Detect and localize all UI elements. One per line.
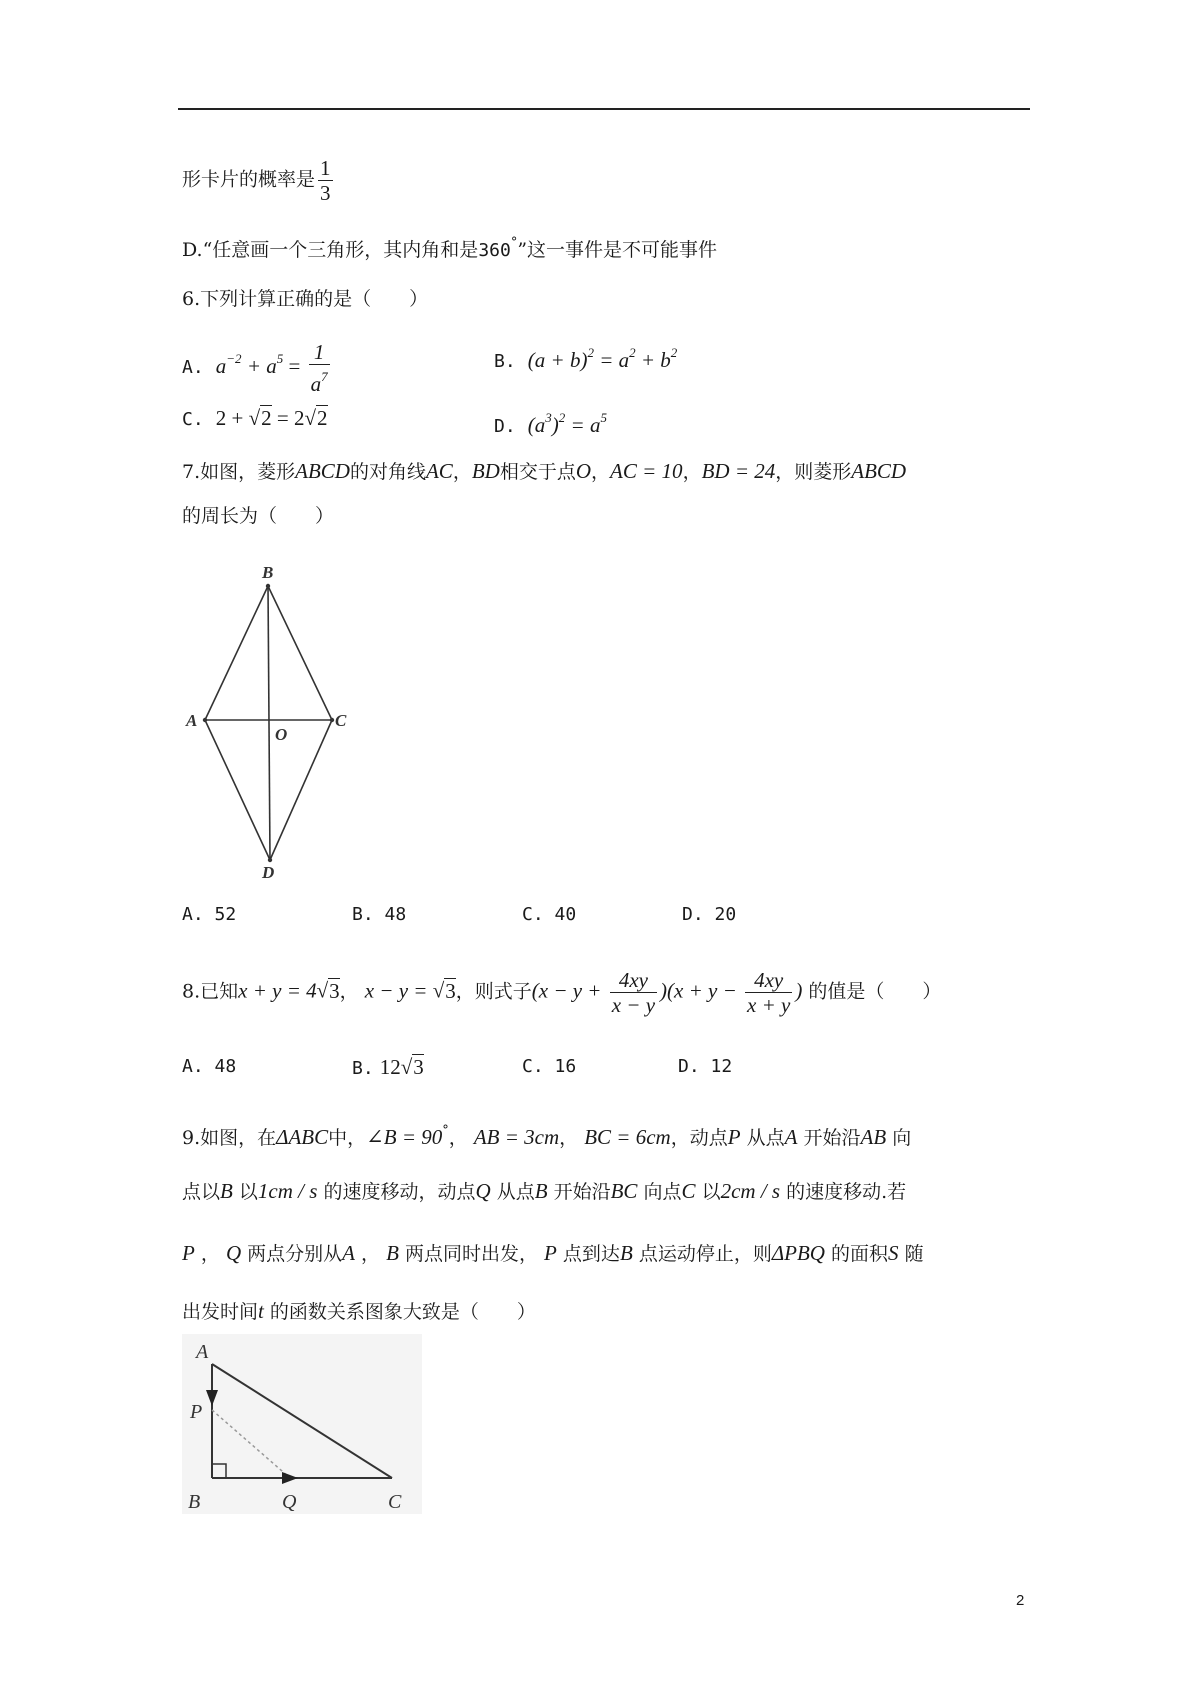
q8-fraction-1: $\frac{4xy}{x - y}$ (611, 968, 656, 1017)
continuation-text: 形卡片的概率是 (182, 168, 316, 191)
q6-d-close: ) (551, 413, 559, 437)
q8-math: )(x + y − (660, 978, 743, 1003)
q7-text: ， (591, 461, 611, 483)
q6-d-pre: (a (527, 413, 546, 437)
q7-text: ，则菱形 (775, 461, 852, 483)
q7-option-a: A. 52 (182, 904, 237, 925)
q7-math: ABCD (295, 459, 350, 483)
q6-option-d (494, 405, 607, 440)
q8-math: ) (795, 978, 803, 1003)
q6-b-rhs2-exp: 2 (670, 345, 678, 360)
q9-line4: 出发时间t 的函数关系图象大致是（ ） (182, 1299, 536, 1323)
page-number: 2 (1016, 1592, 1025, 1609)
vertex-label-d: D (262, 863, 275, 880)
q6-stem (182, 286, 428, 312)
prev-option-d (182, 230, 717, 264)
q8-fraction-2: $\frac{4xy}{x + y}$ (747, 968, 791, 1017)
q7-math: BD (471, 459, 500, 483)
q6-d-label: D. (494, 416, 516, 437)
q8-stem: 8.已知x + y = 4√3， x − y = √3，则式子(x − y + $\frac{4xy}{x - y}$ )(x + y − $\frac{4xy}{x + y}$ ) 的值是（ ） (182, 968, 942, 1017)
q6-c-radicand: 2 (261, 406, 272, 430)
q7-math: ABCD (851, 459, 907, 483)
q7-math: AC = 10 (610, 459, 683, 483)
q8-option-d: D. 12 (678, 1056, 733, 1077)
q6-a-base: a (215, 354, 227, 378)
q6-b-expr: (a + b) (527, 348, 588, 372)
q6-c-eq: = 2 (271, 406, 305, 430)
q6-b-label: B. (494, 351, 516, 372)
q6-d-exp-rhs: 5 (600, 410, 607, 425)
q6-b-rhs1-exp: 2 (629, 345, 636, 360)
q8-radicand: 3 (445, 978, 456, 1003)
triangle-label-b: B (188, 1491, 201, 1513)
q7-text: 的周长为（ ） (182, 505, 335, 527)
q6-a-frac-num: 1 (309, 340, 330, 365)
q6-d-exp-out: 2 (558, 410, 566, 425)
q6-d-eq: = a (565, 413, 601, 437)
vertex-label-b: B (262, 563, 274, 582)
q6-a-frac-den-exp: 7 (321, 369, 328, 384)
q6-option-a (182, 340, 333, 396)
q6-a-plus: + a (241, 354, 277, 378)
q7-option-d: D. 20 (682, 904, 737, 925)
q7-stem-line2 (182, 503, 334, 529)
q9-line1: 9.如图，在ΔABC中，∠B = 90°， AB = 3cm， BC = 6cm，动点P 从点A 开始沿AB 向 (182, 1123, 912, 1149)
q7-math: AC (425, 459, 453, 483)
q8-option-a: A. 48 (182, 1056, 237, 1077)
q6-stem-text: 6.下列计算正确的是（ ） (182, 288, 429, 310)
fraction-denominator: 3 (320, 181, 331, 205)
triangle-label-a: A (196, 1341, 209, 1363)
q6-c-pre: 2 + (215, 406, 249, 430)
q8-math: x − y = (364, 978, 433, 1003)
q8-math: (x − y + (531, 978, 607, 1003)
q7-text: ， (682, 461, 702, 483)
q7-math: O (575, 459, 592, 483)
q6-option-b (494, 340, 677, 375)
q6-c-radicand2: 2 (317, 406, 328, 430)
triangle-label-p: P (190, 1401, 203, 1423)
q6-a-exp1: −2 (226, 351, 242, 366)
q8-math: x + y = 4 (238, 978, 317, 1003)
option-d-prefix: D.“任意画一个三角形，其内角和是 (182, 239, 479, 261)
header-rule (178, 108, 1030, 110)
option-d-suffix: ”这一事件是不可能事件 (517, 239, 718, 261)
q7-text: 相交于点 (499, 461, 576, 483)
q6-b-rhs2: + b (635, 348, 671, 372)
q6-d-exp-in: 3 (545, 410, 552, 425)
triangle-label-c: C (388, 1491, 402, 1513)
q6-a-exp2: 5 (276, 351, 284, 366)
q8-option-c: C. 16 (522, 1056, 577, 1077)
q8-text: ，则式子 (455, 980, 532, 1003)
rhombus-figure (182, 560, 362, 880)
q8-option-b: B. 12√3 (352, 1055, 424, 1079)
triangle-figure (182, 1334, 422, 1514)
fraction-numerator: 1 (320, 156, 331, 180)
q6-a-frac-den: a (310, 372, 322, 396)
q7-text: ， (452, 461, 472, 483)
fraction-one-third (318, 156, 333, 205)
q6-option-c: C. 2 + √2 = 2√2 (182, 406, 328, 430)
q7-math: BD = 24 (701, 459, 776, 483)
q6-b-rhs1: = a (593, 348, 630, 372)
q6-a-label: A. (182, 357, 204, 378)
q8-text: ， (339, 980, 359, 1003)
q7-text: 的对角线 (349, 461, 426, 483)
vertex-label-c: C (335, 711, 347, 730)
prev-option-continuation (182, 156, 336, 205)
q7-text: 7.如图，菱形 (182, 461, 296, 483)
triangle-label-q: Q (282, 1491, 297, 1513)
vertex-label-a: A (186, 711, 198, 730)
q6-a-eq: = (283, 354, 306, 378)
q8-text: 的值是（ ） (808, 980, 942, 1003)
option-d-value: 360 (478, 240, 511, 261)
q8-radicand: 3 (329, 978, 340, 1003)
q6-b-exp: 2 (587, 345, 594, 360)
q7-option-b: B. 48 (352, 904, 407, 925)
degree-symbol: ° (510, 235, 518, 250)
q7-stem-line1 (182, 458, 906, 485)
vertex-label-o: O (275, 725, 288, 744)
q6-c-label: C. (182, 409, 204, 430)
q7-option-c: C. 40 (522, 904, 577, 925)
q6-a-fraction (309, 340, 330, 396)
q9-line3: P ， Q 两点分别从A ， B 两点同时出发， P 点到达B 点运动停止，则ΔPBQ 的面积S 随 (182, 1241, 924, 1265)
q9-line2: 点以B 以1cm / s 的速度移动，动点Q 从点B 开始沿BC 向点C 以2cm / s 的速度移动.若 (182, 1179, 907, 1203)
q8-text: 8.已知 (182, 980, 239, 1003)
